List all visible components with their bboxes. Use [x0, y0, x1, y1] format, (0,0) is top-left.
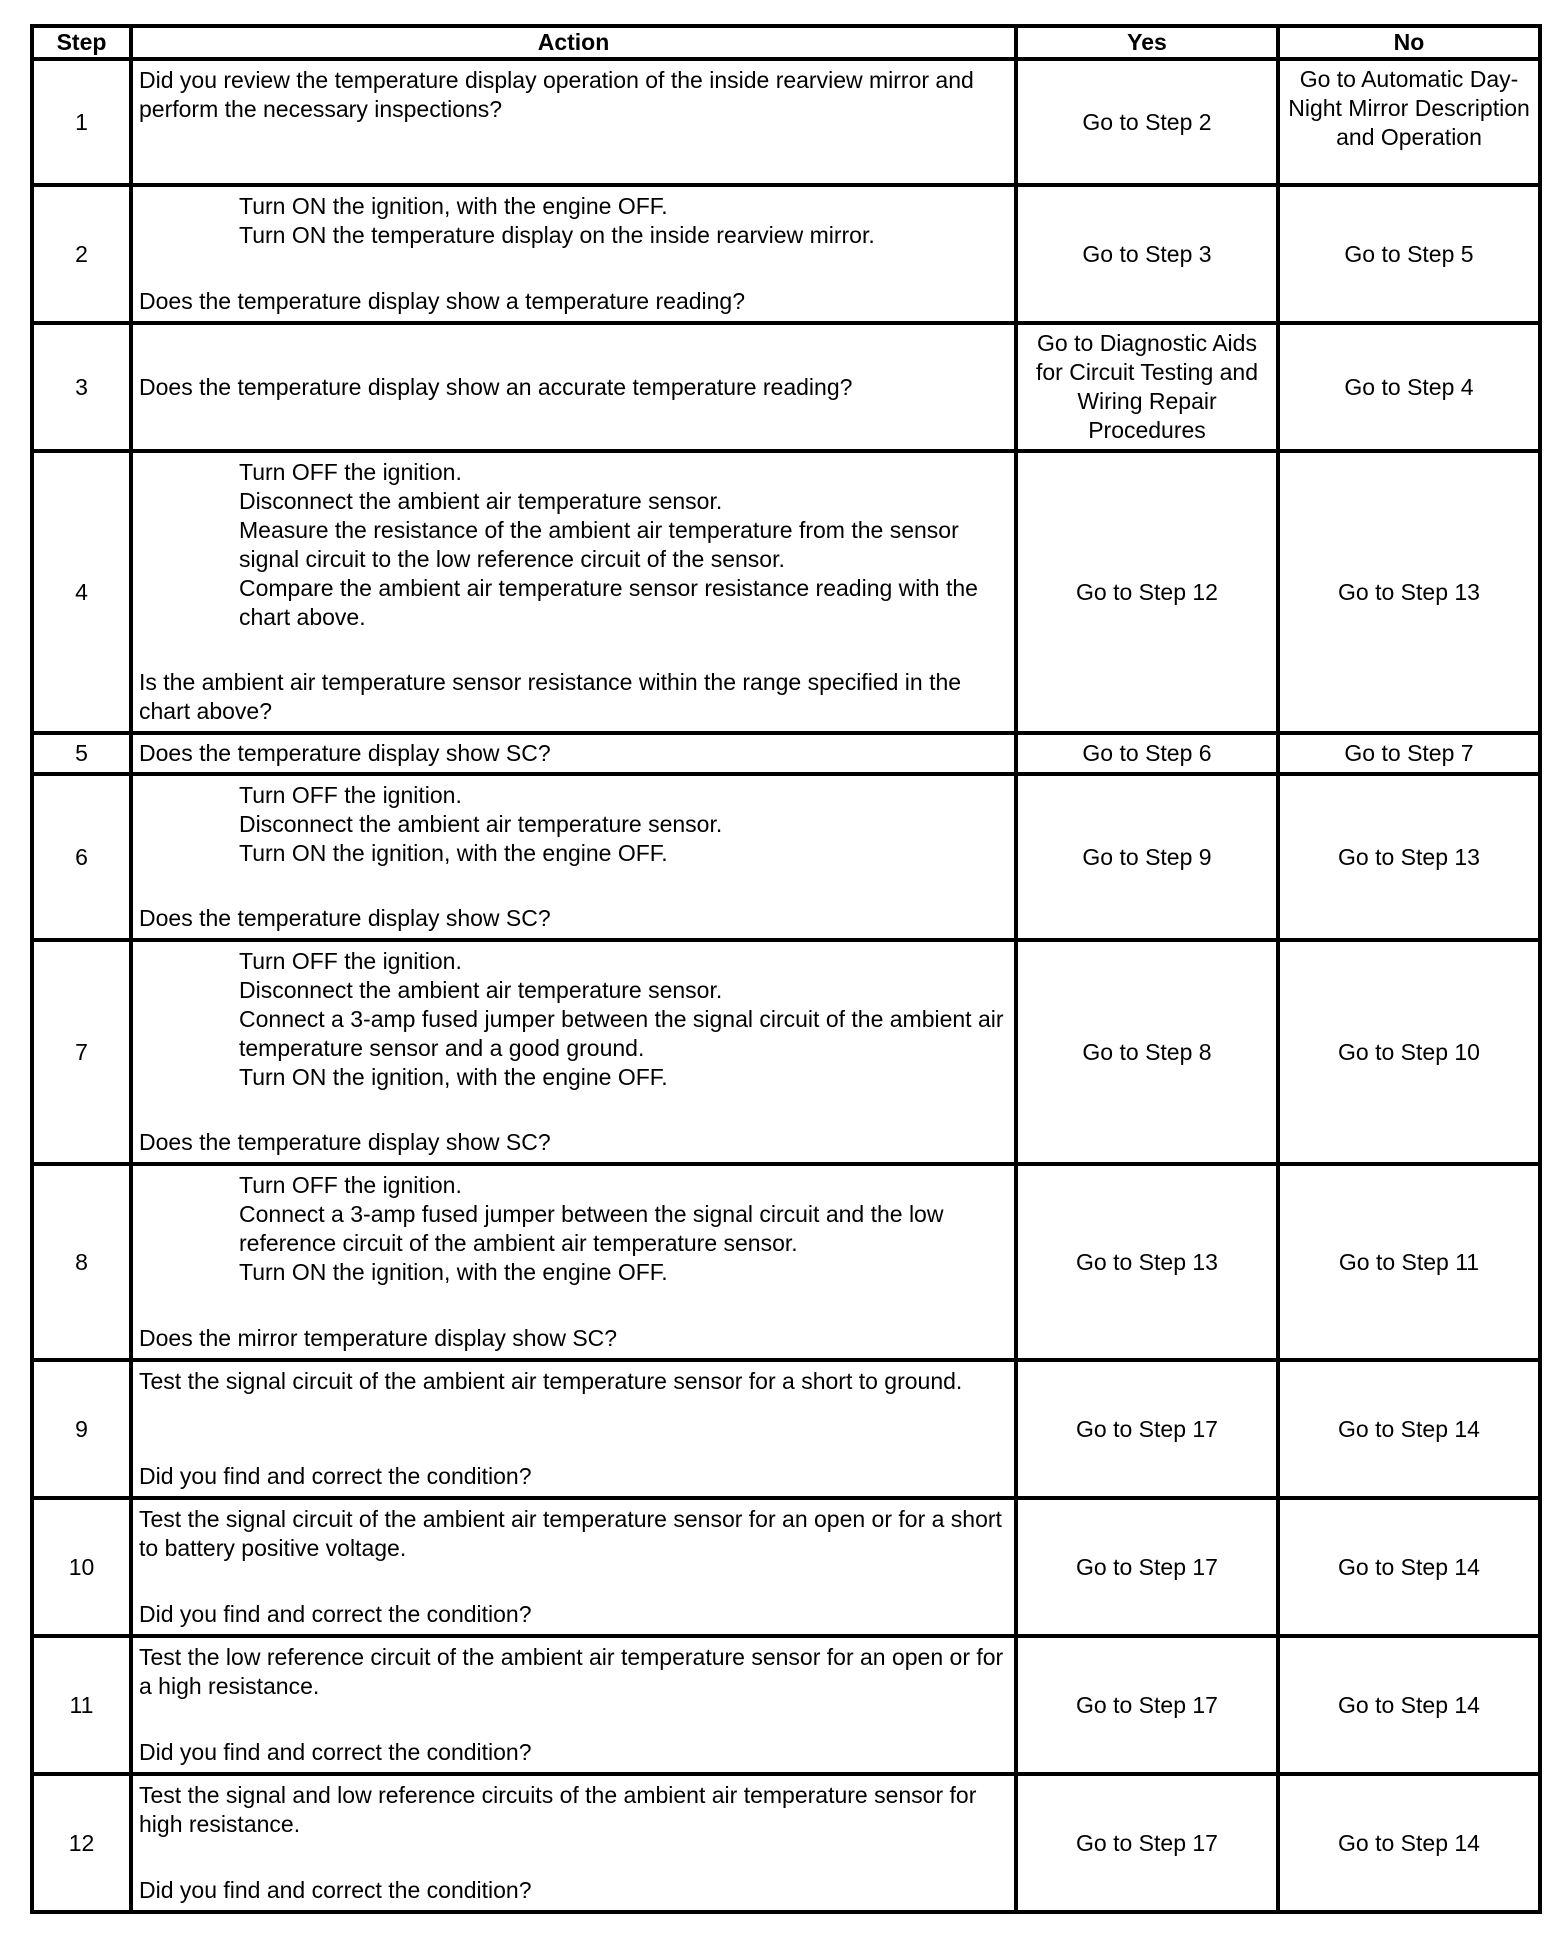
header-action: Action	[131, 26, 1016, 59]
instruction-item: Disconnect the ambient air temperature sensor.	[239, 488, 723, 514]
no-outcome: Go to Step 14	[1278, 1498, 1540, 1636]
action-instructions	[139, 192, 1008, 250]
yes-outcome: Go to Step 17	[1016, 1498, 1278, 1636]
action-question: Did you find and correct the condition?	[139, 1877, 532, 1903]
no-outcome: Go to Step 4	[1278, 323, 1540, 451]
table-row	[32, 1636, 1540, 1774]
action-question: Did you find and correct the condition?	[139, 1739, 532, 1765]
yes-outcome: Go to Step 6	[1016, 733, 1278, 774]
instruction-item: Connect a 3-amp fused jumper between the signal circuit and the low reference circuit of the ambient air temperature sensor.	[239, 1201, 944, 1256]
action-instructions	[139, 1505, 1008, 1563]
yes-outcome: Go to Step 12	[1016, 451, 1278, 733]
table-row	[32, 1498, 1540, 1636]
table-row	[32, 1164, 1540, 1360]
table-row	[32, 1360, 1540, 1498]
step-number: 7	[32, 940, 131, 1164]
no-outcome: Go to Step 10	[1278, 940, 1540, 1164]
yes-outcome: Go to Step 17	[1016, 1360, 1278, 1498]
action-cell	[131, 774, 1016, 940]
instruction-item: Measure the resistance of the ambient air temperature from the sensor signal circuit to the low reference circuit of the sensor.	[239, 517, 959, 572]
no-outcome: Go to Step 11	[1278, 1164, 1540, 1360]
yes-outcome: Go to Step 2	[1016, 59, 1278, 185]
table-row	[32, 185, 1540, 323]
table-row	[32, 940, 1540, 1164]
step-number: 8	[32, 1164, 131, 1360]
action-question: Does the mirror temperature display show SC?	[139, 1325, 618, 1351]
no-outcome: Go to Step 5	[1278, 185, 1540, 323]
header-yes: Yes	[1016, 26, 1278, 59]
action-cell	[131, 1360, 1016, 1498]
table-row	[32, 1774, 1540, 1912]
instruction-item: Disconnect the ambient air temperature sensor.	[239, 811, 723, 837]
action-instructions	[139, 458, 1008, 632]
yes-outcome: Go to Step 8	[1016, 940, 1278, 1164]
no-outcome: Go to Step 7	[1278, 733, 1540, 774]
action-cell	[131, 940, 1016, 1164]
diagnostic-steps-table	[30, 24, 1542, 1914]
action-cell	[131, 451, 1016, 733]
no-outcome: Go to Step 13	[1278, 774, 1540, 940]
step-number: 12	[32, 1774, 131, 1912]
instruction-item: Turn ON the ignition, with the engine OFF.	[239, 840, 668, 866]
step-number: 11	[32, 1636, 131, 1774]
step-number: 3	[32, 323, 131, 451]
action-cell	[131, 1164, 1016, 1360]
action-lead-text: Test the signal circuit of the ambient air temperature sensor for an open or for a short to battery positive voltage.	[139, 1506, 1002, 1561]
step-number: 4	[32, 451, 131, 733]
action-question: Is the ambient air temperature sensor resistance within the range specified in the chart above?	[139, 669, 962, 724]
instruction-list	[139, 947, 1008, 1092]
instruction-item: Turn OFF the ignition.	[239, 459, 462, 485]
yes-outcome: Go to Step 3	[1016, 185, 1278, 323]
instruction-item: Turn ON the temperature display on the inside rearview mirror.	[239, 222, 875, 248]
table-row	[32, 733, 1540, 774]
instruction-item: Turn ON the ignition, with the engine OFF.	[239, 1259, 668, 1285]
yes-outcome: Go to Step 17	[1016, 1636, 1278, 1774]
yes-outcome: Go to Step 13	[1016, 1164, 1278, 1360]
step-number: 5	[32, 733, 131, 774]
yes-outcome: Go to Diagnostic Aids for Circuit Testing and Wiring Repair Procedures	[1016, 323, 1278, 451]
no-outcome: Go to Step 14	[1278, 1360, 1540, 1498]
instruction-item: Turn ON the ignition, with the engine OFF.	[239, 1064, 668, 1090]
instruction-item: Disconnect the ambient air temperature sensor.	[239, 977, 723, 1003]
action-question: Did you find and correct the condition?	[139, 1463, 532, 1489]
action-question: Does the temperature display show a temperature reading?	[139, 288, 746, 314]
action-question: Does the temperature display show an accurate temperature reading?	[139, 373, 853, 400]
instruction-item: Turn OFF the ignition.	[239, 948, 462, 974]
action-question: Did you find and correct the condition?	[139, 1601, 532, 1627]
table-row	[32, 323, 1540, 451]
header-step: Step	[32, 26, 131, 59]
action-instructions	[139, 1781, 1008, 1839]
action-question: Does the temperature display show SC?	[139, 740, 551, 766]
action-cell	[131, 1636, 1016, 1774]
step-number: 6	[32, 774, 131, 940]
instruction-item: Turn OFF the ignition.	[239, 1172, 462, 1198]
instruction-list	[139, 781, 1008, 868]
table-row	[32, 59, 1540, 185]
instruction-list	[139, 1171, 1008, 1287]
instruction-list	[139, 192, 1008, 250]
action-lead-text: Test the low reference circuit of the ambient air temperature sensor for an open or for a high resistance.	[139, 1644, 1004, 1699]
action-question: Does the temperature display show SC?	[139, 1129, 551, 1155]
action-instructions	[139, 1171, 1008, 1287]
no-outcome: Go to Step 14	[1278, 1636, 1540, 1774]
instruction-list	[139, 458, 1008, 632]
instruction-item: Connect a 3-amp fused jumper between the signal circuit of the ambient air temperature sensor and a good ground.	[239, 1006, 1004, 1061]
diagnostic-table-document	[30, 24, 1538, 1914]
action-cell	[131, 185, 1016, 323]
instruction-item: Turn OFF the ignition.	[239, 782, 462, 808]
instruction-item: Turn ON the ignition, with the engine OFF.	[239, 193, 668, 219]
action-question: Does the temperature display show SC?	[139, 905, 551, 931]
step-number: 2	[32, 185, 131, 323]
action-lead-text: Test the signal circuit of the ambient air temperature sensor for a short to ground.	[139, 1368, 963, 1394]
table-row	[32, 451, 1540, 733]
action-instructions	[139, 1643, 1008, 1701]
action-cell	[131, 733, 1016, 774]
step-number: 9	[32, 1360, 131, 1498]
step-number: 10	[32, 1498, 131, 1636]
action-cell	[131, 1498, 1016, 1636]
action-instructions	[139, 1367, 1008, 1396]
action-cell	[131, 323, 1016, 451]
action-lead-text: Test the signal and low reference circuits of the ambient air temperature sensor for high resistance.	[139, 1782, 977, 1837]
action-cell	[131, 59, 1016, 185]
action-question: Did you review the temperature display operation of the inside rearview mirror and perform the necessary inspections?	[139, 67, 974, 122]
yes-outcome: Go to Step 9	[1016, 774, 1278, 940]
header-no: No	[1278, 26, 1540, 59]
no-outcome: Go to Automatic Day-Night Mirror Description and Operation	[1278, 59, 1540, 185]
no-outcome: Go to Step 13	[1278, 451, 1540, 733]
action-cell	[131, 1774, 1016, 1912]
yes-outcome: Go to Step 17	[1016, 1774, 1278, 1912]
no-outcome: Go to Step 14	[1278, 1774, 1540, 1912]
table-row	[32, 774, 1540, 940]
action-instructions	[139, 781, 1008, 868]
table-header-row	[32, 26, 1540, 59]
instruction-item: Compare the ambient air temperature sensor resistance reading with the chart above.	[239, 575, 978, 630]
action-instructions	[139, 947, 1008, 1092]
step-number: 1	[32, 59, 131, 185]
